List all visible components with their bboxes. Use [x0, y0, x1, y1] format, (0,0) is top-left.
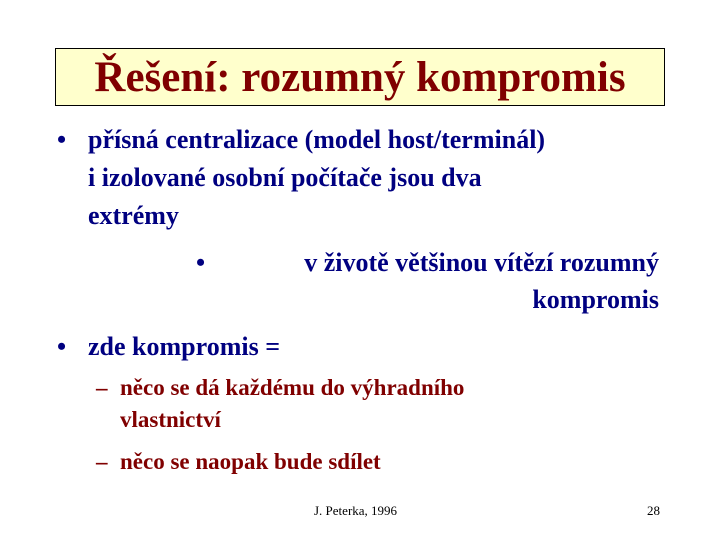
slide-title: Řešení: rozumný kompromis [94, 54, 626, 101]
title-box [55, 48, 665, 106]
bullet-1-line-1: přísná centralizace (model host/terminál) [88, 125, 546, 154]
footer-page-number: 28 [647, 503, 660, 518]
bullet-marker: • [57, 125, 67, 154]
subitem-1-line-1: něco se dá každému do výhradního [120, 375, 465, 400]
bullet-marker: • [57, 332, 67, 361]
bullet-2-line-1: v životě většinou vítězí rozumný [304, 248, 659, 277]
bullet-1-line-3: extrémy [88, 201, 179, 230]
subitem-1-line-2: vlastnictví [120, 407, 221, 432]
bullet-3-line-1: zde kompromis = [88, 332, 281, 361]
dash-marker: – [96, 449, 108, 474]
subitem-2-line-1: něco se naopak bude sdílet [120, 449, 381, 474]
footer-author: J. Peterka, 1996 [314, 503, 398, 518]
bullet-marker: • [196, 248, 206, 277]
bullet-2-line-2: kompromis [532, 285, 659, 314]
bullet-1-line-2: i izolované osobní počítače jsou dva [88, 163, 482, 192]
dash-marker: – [96, 375, 108, 400]
